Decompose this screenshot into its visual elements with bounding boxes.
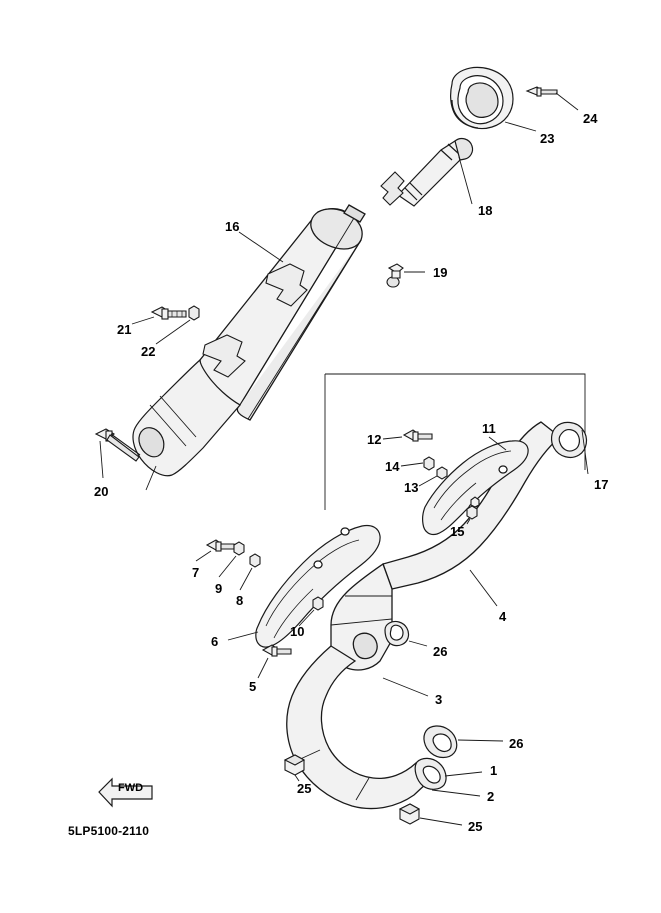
part-7-bolt: [207, 540, 234, 551]
callout-3: 3: [435, 692, 443, 707]
detail-box: [325, 374, 585, 470]
part-24-bolt: [527, 87, 557, 96]
callout-22: 22: [141, 344, 156, 359]
callout-15: 15: [450, 524, 465, 539]
leader-26a: [409, 641, 427, 646]
callout-26-upper: 26: [433, 644, 448, 659]
callout-9: 9: [215, 581, 223, 596]
part-25-nut-lower: [400, 804, 419, 824]
callout-21: 21: [117, 322, 132, 337]
leader-3: [383, 678, 428, 696]
callout-17: 17: [594, 477, 609, 492]
leader-18: [459, 157, 472, 204]
leader-5: [258, 658, 268, 678]
part-number-label: 5LP5100-2110: [68, 824, 150, 838]
callout-11: 11: [482, 421, 496, 436]
part-26-gasket-lower: [424, 726, 457, 758]
callout-4: 4: [499, 609, 507, 624]
leader-8: [240, 568, 252, 590]
callout-20: 20: [94, 484, 109, 499]
callout-24: 24: [583, 111, 598, 126]
part-13-washer: [437, 467, 447, 479]
leader-12: [383, 437, 402, 439]
callout-19: 19: [433, 265, 448, 280]
leader-21: [132, 317, 154, 324]
leader-1: [445, 772, 482, 776]
part-26-gasket-upper: [385, 621, 409, 645]
part-22-washer: [189, 306, 199, 320]
callout-18: 18: [478, 203, 493, 218]
callout-26-lower: 26: [509, 736, 524, 751]
part-18-bracket: [381, 172, 404, 205]
leader-16: [239, 232, 283, 262]
callout-6: 6: [211, 634, 219, 649]
part-18-connector-pipe: [398, 139, 473, 206]
callout-14: 14: [385, 459, 400, 474]
part-17-pipe-ring: [552, 422, 587, 457]
callout-16: 16: [225, 219, 240, 234]
part-21-bolt: [152, 307, 186, 319]
part-23-tail-cap: [451, 67, 513, 128]
callout-2: 2: [487, 789, 495, 804]
part-9-washer: [234, 542, 244, 555]
leader-9: [219, 556, 236, 577]
callout-8: 8: [236, 593, 244, 608]
leader-23: [505, 122, 536, 131]
leader-26b: [458, 740, 503, 741]
leader-22: [156, 320, 190, 344]
callout-25-upper: 25: [297, 781, 312, 796]
part-10-collar: [313, 597, 323, 610]
callout-13: 13: [404, 480, 419, 495]
leader-20: [100, 441, 103, 478]
leader-13: [419, 476, 437, 486]
fwd-label: FWD: [118, 782, 144, 794]
callout-10: 10: [290, 624, 305, 639]
callout-1: 1: [490, 763, 498, 778]
callout-12: 12: [367, 432, 382, 447]
callout-25-lower: 25: [468, 819, 483, 834]
part-19-rivet: [387, 264, 403, 287]
part-14-collar: [424, 457, 434, 470]
leader-7: [196, 551, 211, 561]
leader-14: [401, 463, 423, 466]
part-16-muffler-body: [200, 205, 365, 420]
callout-23: 23: [540, 131, 555, 146]
leader-6: [228, 632, 258, 640]
leader-4: [470, 570, 497, 606]
part-25-nut-upper: [285, 755, 304, 775]
leader-2: [432, 790, 480, 796]
part-12-bolt: [404, 430, 432, 441]
leader-24: [556, 93, 578, 110]
part-8-collar: [250, 554, 260, 567]
leader-25b: [420, 818, 462, 825]
callout-7: 7: [192, 565, 200, 580]
callout-5: 5: [249, 679, 257, 694]
